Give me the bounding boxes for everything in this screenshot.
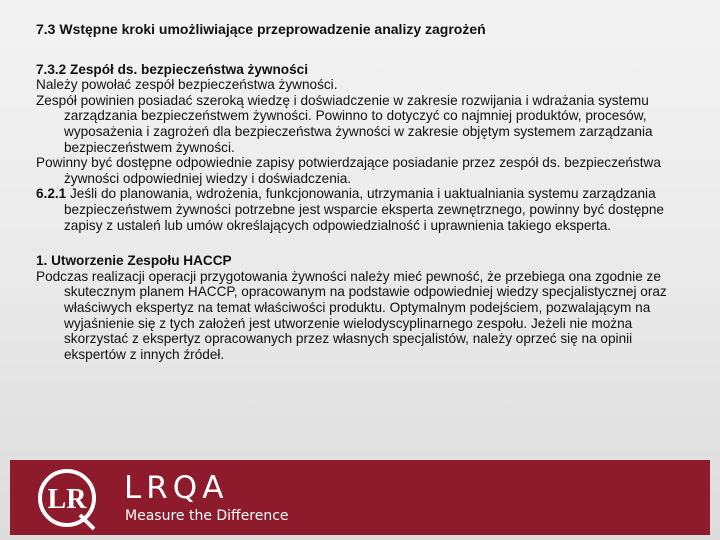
section-732-para-3: Powinny być dostępne odpowiednie zapisy potwierdzające posiadanie przez zespół ds. bezpieczeństwa żywności odpowiedniej wiedzy i doświadczenia. bbox=[36, 155, 661, 186]
logo-letters: LR bbox=[47, 484, 87, 515]
brand-tagline: Measure the Difference bbox=[125, 508, 289, 524]
footer-banner bbox=[10, 460, 710, 535]
section-621-text: Jeśli do planowania, wdrożenia, funkcjonowania, utrzymania i uaktualniania systemu zarządzania bezpieczeństwem żywności potrzebne jest wsparcie eksperta zewnętrznego, powinny być dostępne zapisy z ustaleń lub umów określających odpowiedzialność i uprawnienia takiego eksperta. bbox=[64, 186, 664, 233]
haccp-section-title: 1. Utworzenie Zespołu HACCP bbox=[36, 253, 232, 269]
haccp-section-para: Podczas realizacji operacji przygotowania żywności należy mieć pewność, że przebiega ona zgodnie ze skutecznym planem HACCP, opracowanym na podstawie odpowiedniej wiedzy specjalistycznej oraz właściwych ekspertyz na temat właściwości produktu. Optymalnym podejściem, pozwalającym na wyjaśnienie się z tych założeń jest utworzenie wielodyscyplinarnego zespołu. Jeżeli nie można skorzystać z ekspertyz opracowanych przez własnych specjalistów, należy oprzeć się na opinii ekspertów z innych źródeł. bbox=[36, 268, 667, 362]
section-621-label: 6.2.1 bbox=[36, 186, 67, 202]
section-732-para-2: Zespół powinien posiadać szeroką wiedzę i doświadczenie w zakresie rozwijania i wdrażania systemu zarządzania bezpieczeństwem żywności. Powinno to dotyczyć co najmniej produktów, procesów, wyposażenia i zagrożeń dla bezpieczeństwa żywności w zakresie objętym systemem zarządzania bezpieczeństwem żywności. bbox=[36, 92, 653, 155]
section-732-title: 7.3.2 Zespół ds. bezpieczeństwa żywności bbox=[36, 61, 308, 77]
lr-logo-icon bbox=[34, 465, 100, 531]
slide-content bbox=[36, 22, 686, 362]
brand-name: LRQA bbox=[124, 470, 229, 506]
section-621-para bbox=[36, 186, 686, 233]
section-732-para-1: Należy powołać zespół bezpieczeństwa żywności. bbox=[36, 77, 338, 93]
slide-heading: 7.3 Wstępne kroki umożliwiające przeprowadzenie analizy zagrożeń bbox=[36, 21, 486, 37]
